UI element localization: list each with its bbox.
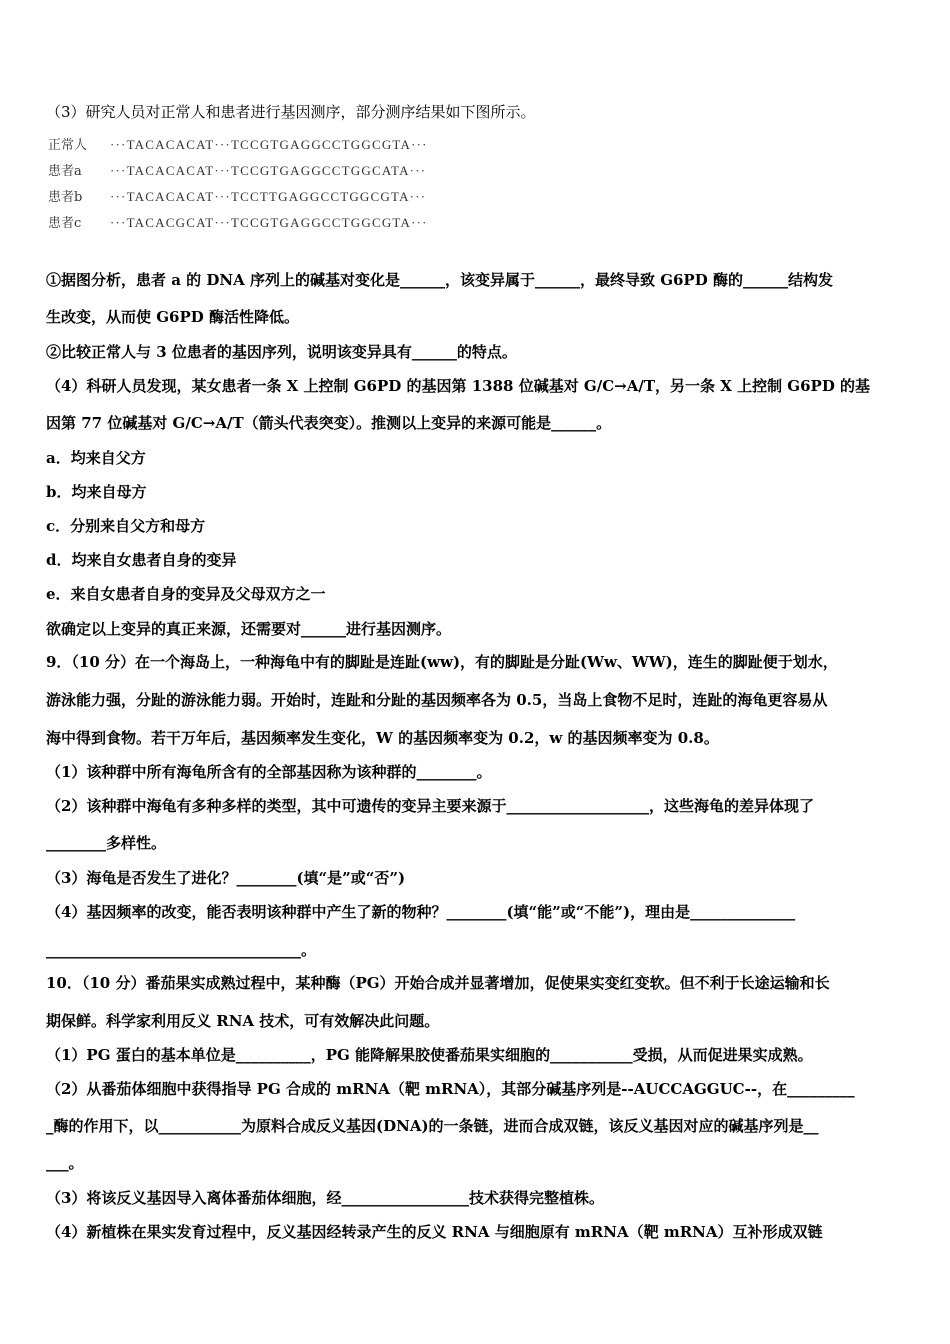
option-b: b．均来自母方 [46,483,147,501]
text-line: 游泳能力强，分趾的游泳能力弱。开始时，连趾和分趾的基因频率各为 0.5，当岛上食物不足时，连趾的海龟更容易从 [46,691,828,709]
question-9-stem: 9．（10 分）在一个海岛上，一种海龟中有的脚趾是连趾(ww)，有的脚趾是分趾(Ww、WW)，连生的脚趾便于划水， [46,653,838,671]
option-d: d．均来自女患者自身的变异 [46,551,237,569]
text-line: ①据图分析，患者 a 的 DNA 序列上的碱基对变化是______，该变异属于______，最终导致 G6PD 酶的______结构发 [46,271,833,289]
text-line: ___。 [46,1154,84,1172]
text-line: （3）将该反义基因导入离体番茄体细胞，经_________________技术获得完整植株。 [46,1189,604,1207]
text-line: _酶的作用下，以___________为原料合成反义基因(DNA)的一条链，进而合成双链，该反义基因对应的碱基序列是__ [46,1117,819,1135]
text-line: 因第 77 位碱基对 G/C→A/T（箭头代表突变）。推测以上变异的来源可能是______。 [46,414,612,432]
question-8-part3-title: （3）研究人员对正常人和患者进行基因测序，部分测序结果如下图所示。 [46,103,536,121]
option-e: e．来自女患者自身的变异及父母双方之一 [46,585,326,603]
text-line: 生改变，从而使 G6PD 酶活性降低。 [46,308,299,326]
option-c: c．分别来自父方和母方 [46,517,206,535]
text-line: （4）科研人员发现，某女患者一条 X 上控制 G6PD 的基因第 1388 位碱基对 G/C→A/T，另一条 X 上控制 G6PD 的基 [46,377,871,395]
sequence-row-patient-c: 患者c ···TACACGCAT···TCCGTGAGGCCTGGCGTA··· [48,215,428,231]
sequence-row-patient-b: 患者b ···TACACACAT···TCCTTGAGGCCTGGCGTA··· [48,189,427,205]
option-a: a．均来自父方 [46,449,146,467]
text-line: （1）PG 蛋白的基本单位是__________，PG 能降解果胶使番茄果实细胞的___________受损，从而促进果实成熟。 [46,1046,813,1064]
text-line: ②比较正常人与 3 位患者的基因序列，说明该变异具有______的特点。 [46,343,517,361]
text-line: （4）新植株在果实发育过程中，反义基因经转录产生的反义 RNA 与细胞原有 mRNA（靶 mRNA）互补形成双链 [46,1223,823,1241]
text-line: （4）基因频率的改变，能否表明该种群中产生了新的物种？________(填“能”或“不能”)，理由是______________ [46,903,796,921]
text-line: 海中得到食物。若干万年后，基因频率发生变化，W 的基因频率变为 0.2，w 的基因频率变为 0.8。 [46,729,719,747]
text-line: __________________________________。 [46,941,317,959]
text-line: 期保鲜。科学家利用反义 RNA 技术，可有效解决此问题。 [46,1012,440,1030]
text-line: （3）海龟是否发生了进化？________(填“是”或“否”) [46,869,406,887]
text-line: 欲确定以上变异的真正来源，还需要对______进行基因测序。 [46,620,452,638]
text-line: （2）该种群中海龟有多种多样的类型，其中可遗传的变异主要来源于___________________，这些海龟的差异体现了 [46,797,814,815]
text-line: （1）该种群中所有海龟所含有的全部基因称为该种群的________。 [46,763,492,781]
question-10-stem: 10．（10 分）番茄果实成熟过程中，某种酶（PG）开始合成并显著增加，促使果实变红变软。但不利于长途运输和长 [46,974,830,992]
sequence-row-patient-a: 患者a ···TACACACAT···TCCGTGAGGCCTGGCATA··· [48,163,427,179]
sequence-row-normal: 正常人 ···TACACACAT···TCCGTGAGGCCTGGCGTA··· [48,137,428,153]
text-line: ________多样性。 [46,834,167,852]
text-line: （2）从番茄体细胞中获得指导 PG 合成的 mRNA（靶 mRNA），其部分碱基序列是--AUCCAGGUC--，在_________ [46,1080,855,1098]
